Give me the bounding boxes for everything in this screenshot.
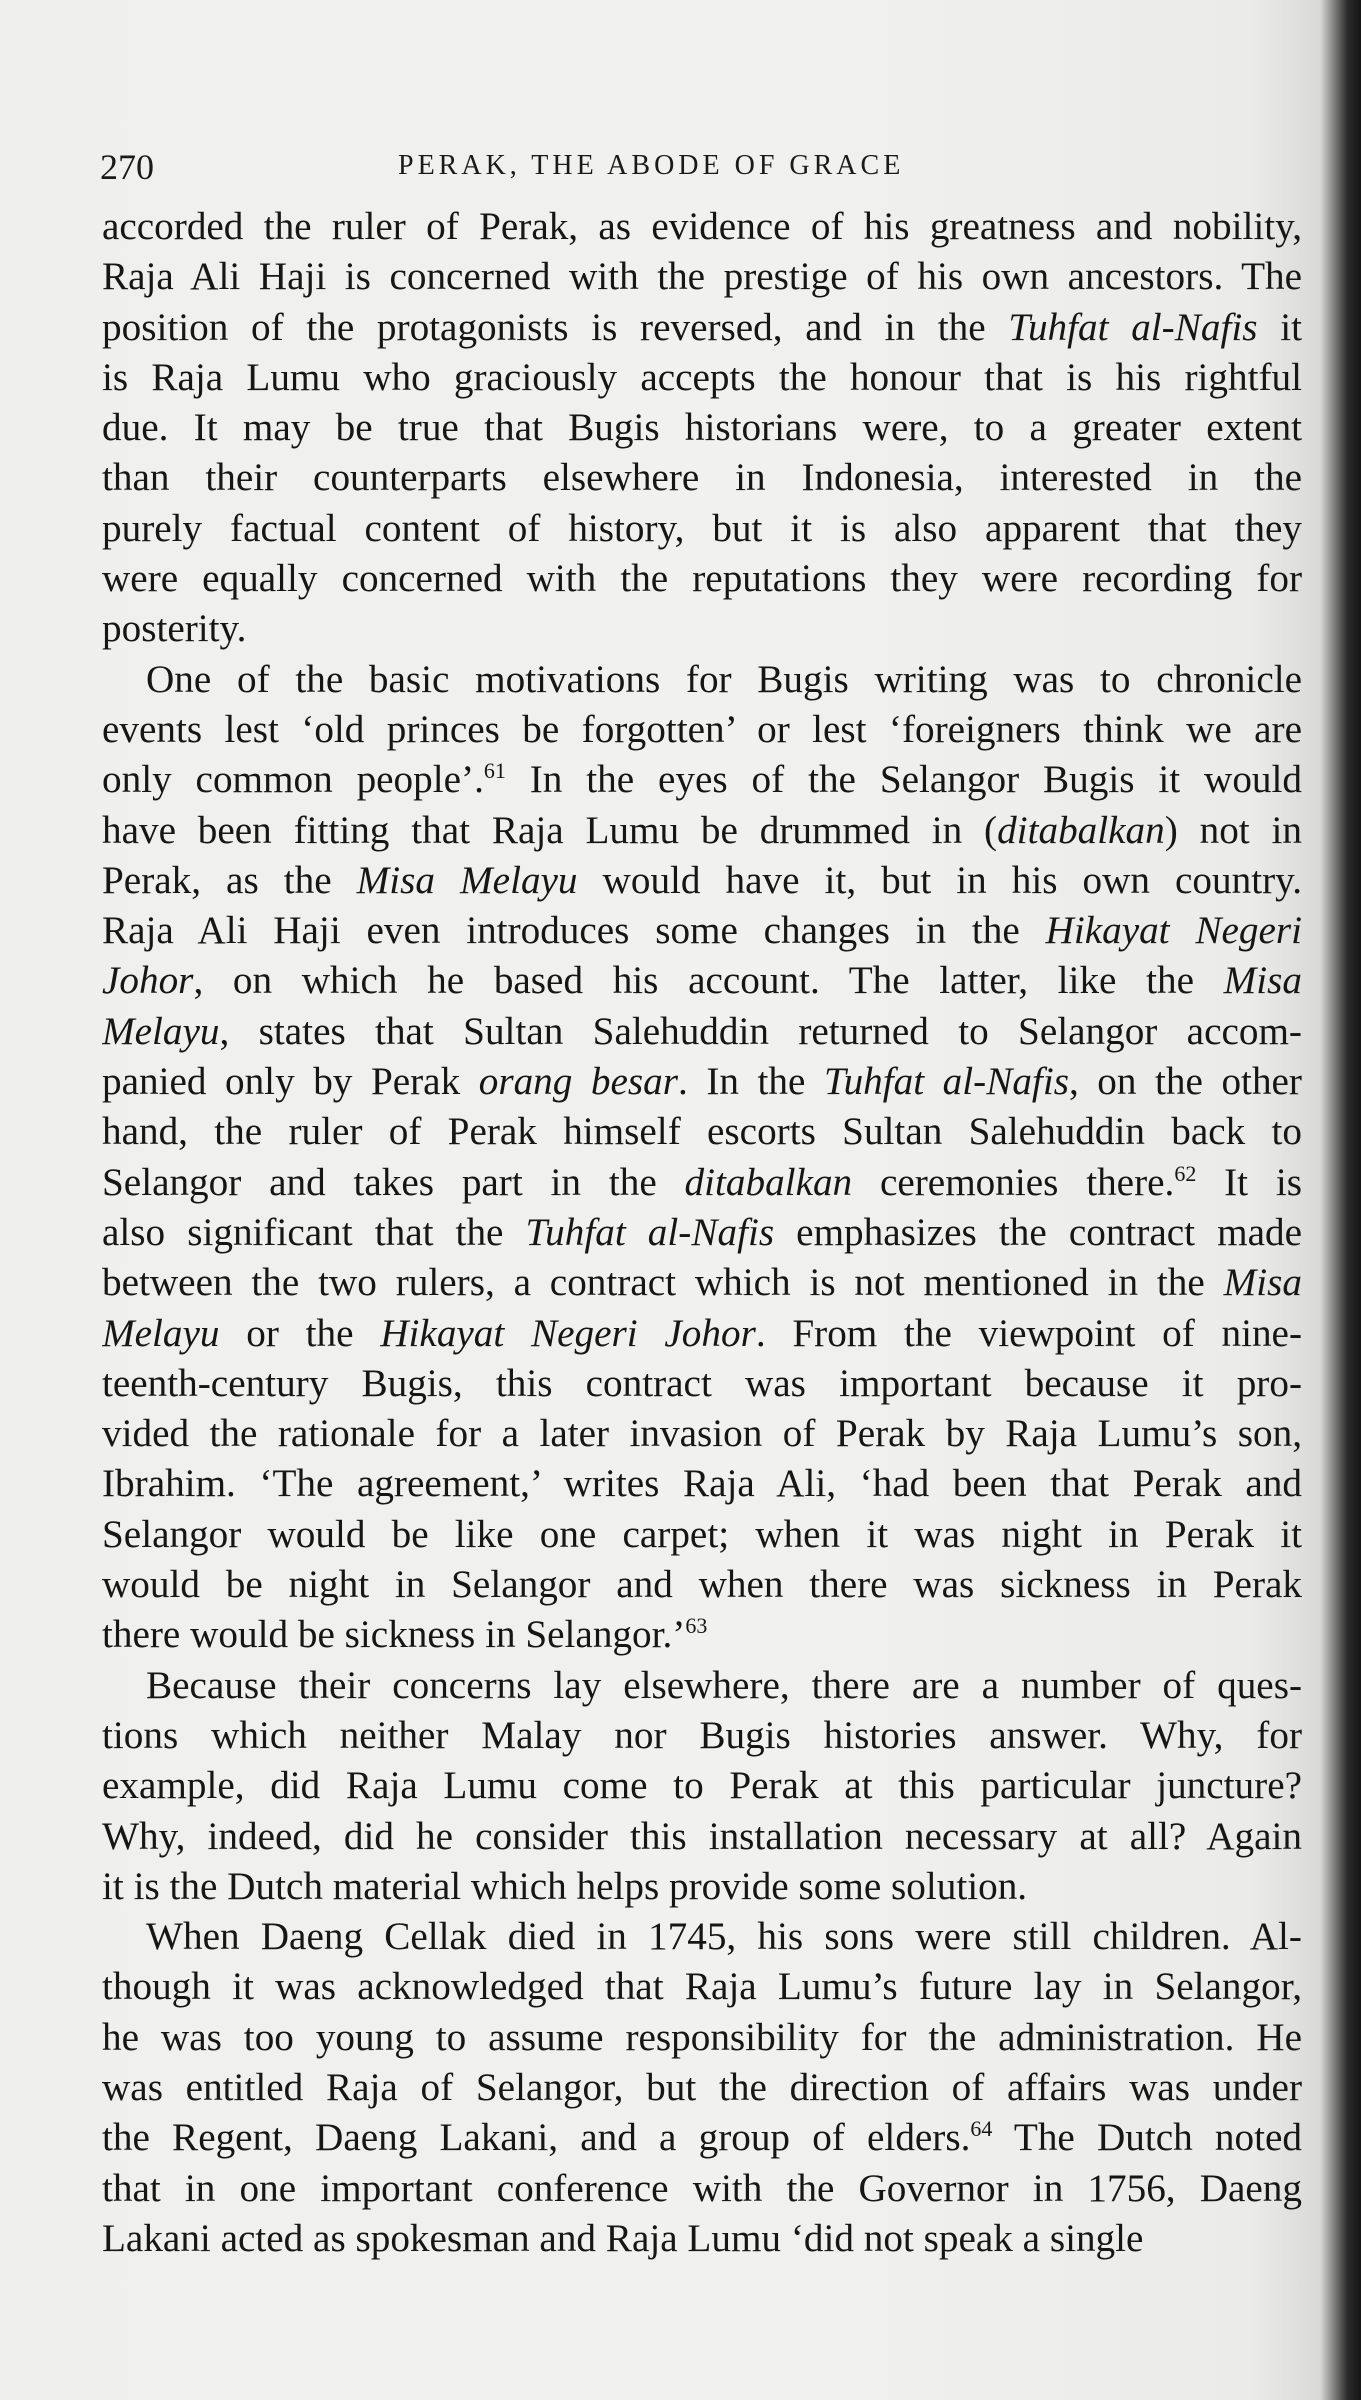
text-line <box>102 1208 1302 1258</box>
footnote-ref: 61 <box>483 758 506 784</box>
text-run: panied only by Perak <box>102 1060 479 1104</box>
text-run: emphasizes the contract made <box>774 1210 1302 1254</box>
text-run: It is <box>1196 1160 1302 1204</box>
text-run: When Daeng Cellak died in 1745, his sons were still children. Al- <box>146 1915 1302 1959</box>
text-run: events lest ‘old princes be forgotten’ or lest ‘foreigners think we are <box>102 707 1302 751</box>
text-line <box>102 1459 1302 1509</box>
text-run: have been fitting that Raja Lumu be drummed in ( <box>102 808 998 852</box>
text-line <box>102 1309 1302 1359</box>
text-run: ) not in <box>1164 808 1302 852</box>
text-run: it is the Dutch material which helps provide some solution. <box>102 1864 1028 1908</box>
italic-title: Tuhfat al-Nafis <box>525 1210 775 1254</box>
text-line <box>102 453 1302 503</box>
text-run: were equally concerned with the reputations they were recording for <box>102 557 1302 601</box>
text-run: ceremonies there. <box>852 1160 1175 1204</box>
text-line <box>102 1661 1302 1711</box>
text-line <box>102 1057 1302 1107</box>
italic-title: Hikayat Negeri <box>1045 909 1302 953</box>
paragraph-p2 <box>102 655 1302 1661</box>
text-line <box>102 1158 1302 1208</box>
body-text <box>102 202 1302 2264</box>
italic-title: Tuhfat al-Nafis <box>823 1060 1069 1104</box>
text-line <box>102 353 1302 403</box>
text-run: . From the viewpoint of nine- <box>755 1311 1302 1355</box>
page-number: 270 <box>100 147 154 187</box>
text-line <box>102 705 1302 755</box>
text-run: Ibrahim. ‘The agreement,’ writes Raja Ali, ‘had been that Perak and <box>102 1462 1302 1506</box>
italic-title: ditabalkan <box>684 1160 853 1204</box>
italic-title: Misa <box>1223 959 1302 1003</box>
text-run: the Regent, Daeng Lakani, and a group of elders. <box>102 2116 971 2160</box>
text-line <box>102 2214 1302 2264</box>
text-line <box>102 604 1302 654</box>
text-run: only common people’. <box>102 758 484 802</box>
text-line <box>102 1812 1302 1862</box>
text-line <box>102 1912 1302 1962</box>
text-run: is Raja Lumu who graciously accepts the honour that is his rightful <box>102 355 1302 399</box>
text-line <box>102 303 1302 353</box>
text-line <box>102 1258 1302 1308</box>
paragraph-p4 <box>102 1912 1302 2264</box>
text-line <box>102 202 1302 252</box>
text-line <box>102 1610 1302 1660</box>
text-line <box>102 1962 1302 2012</box>
text-run: tions which neither Malay nor Bugis histories answer. Why, for <box>102 1713 1302 1757</box>
italic-title: Hikayat Negeri Johor <box>380 1311 756 1355</box>
text-run: Lakani acted as spokesman and Raja Lumu ‘did not speak a single <box>102 2216 1144 2260</box>
text-run: though it was acknowledged that Raja Lumu’s future lay in Selangor, <box>102 1965 1302 2009</box>
text-line <box>102 1711 1302 1761</box>
text-line <box>102 956 1302 1006</box>
italic-title: Johor <box>102 959 194 1003</box>
text-line <box>102 1007 1302 1057</box>
text-run: teenth-century Bugis, this contract was important because it pro- <box>102 1361 1302 1405</box>
italic-title: Tuhfat al-Nafis <box>1008 305 1258 349</box>
footnote-ref: 62 <box>1174 1160 1197 1186</box>
text-run: he was too young to assume responsibility for the administration. He <box>102 2015 1302 2059</box>
text-run: The Dutch noted <box>992 2116 1302 2160</box>
text-line <box>102 1510 1302 1560</box>
text-line <box>102 2164 1302 2214</box>
text-run: One of the basic motivations for Bugis writing was to chronicle <box>146 657 1302 701</box>
text-run: , states that Sultan Salehuddin returned to Selangor accom- <box>219 1009 1302 1053</box>
text-run: Selangor and takes part in the <box>102 1160 685 1204</box>
text-line <box>102 2063 1302 2113</box>
text-run: there would be sickness in Selangor.’ <box>102 1613 686 1657</box>
text-run: Perak, as the <box>102 858 357 902</box>
text-line <box>102 403 1302 453</box>
paragraph-p1 <box>102 202 1302 655</box>
text-line <box>102 2113 1302 2163</box>
text-run: vided the rationale for a later invasion of Perak by Raja Lumu’s son, <box>102 1412 1302 1456</box>
text-line <box>102 1409 1302 1459</box>
text-run: would be night in Selangor and when there was sickness in Perak <box>102 1563 1302 1607</box>
text-line <box>102 1862 1302 1912</box>
text-run: accorded the ruler of Perak, as evidence of his greatness and nobility, <box>102 205 1302 248</box>
text-run: was entitled Raja of Selangor, but the direction of affairs was under <box>102 2065 1302 2109</box>
text-line <box>102 655 1302 705</box>
text-run: In the eyes of the Selangor Bugis it would <box>505 758 1302 802</box>
text-run: that in one important conference with the Governor in 1756, Daeng <box>102 2166 1302 2210</box>
text-run: also significant that the <box>102 1210 526 1254</box>
text-run: . In the <box>677 1060 824 1104</box>
text-run: example, did Raja Lumu come to Perak at this particular juncture? <box>102 1764 1302 1808</box>
text-line <box>102 504 1302 554</box>
text-run: , on the other <box>1068 1060 1302 1104</box>
text-run: between the two rulers, a contract which is not mentioned in the <box>102 1261 1224 1305</box>
italic-title: orang besar <box>478 1060 678 1104</box>
page-header <box>100 146 1300 196</box>
text-line <box>102 252 1302 302</box>
text-run: Because their concerns lay elsewhere, there are a number of ques- <box>146 1663 1302 1707</box>
text-line <box>102 856 1302 906</box>
text-run: due. It may be true that Bugis historians were, to a greater extent <box>102 406 1302 450</box>
text-run: than their counterparts elsewhere in Indonesia, interested in the <box>102 456 1302 500</box>
text-run: Raja Ali Haji even introduces some changes in the <box>102 909 1046 953</box>
text-line <box>102 1560 1302 1610</box>
text-line <box>102 1761 1302 1811</box>
running-head: PERAK, THE ABODE OF GRACE <box>398 150 905 181</box>
text-run: Raja Ali Haji is concerned with the prestige of his own ancestors. The <box>102 255 1302 299</box>
paragraph-p3 <box>102 1661 1302 1912</box>
footnote-ref: 64 <box>970 2116 993 2142</box>
text-line <box>102 1359 1302 1409</box>
text-line <box>102 806 1302 856</box>
text-line <box>102 1107 1302 1157</box>
text-line <box>102 906 1302 956</box>
italic-title: Melayu <box>102 1311 220 1355</box>
text-run: would have it, but in his own country. <box>577 858 1302 902</box>
text-run: purely factual content of history, but it is also apparent that they <box>102 506 1302 550</box>
italic-title: Melayu <box>102 1009 220 1053</box>
text-run: position of the protagonists is reversed, and in the <box>102 305 1009 349</box>
italic-title: Misa Melayu <box>356 858 578 902</box>
text-line <box>102 554 1302 604</box>
text-run: or the <box>219 1311 381 1355</box>
text-run: hand, the ruler of Perak himself escorts Sultan Salehuddin back to <box>102 1110 1302 1154</box>
text-line <box>102 755 1302 805</box>
italic-title: ditabalkan <box>997 808 1165 852</box>
text-run: it <box>1257 305 1302 349</box>
text-run: Selangor would be like one carpet; when it was night in Perak it <box>102 1512 1302 1556</box>
text-line <box>102 2013 1302 2063</box>
italic-title: Misa <box>1223 1261 1302 1305</box>
text-run: Why, indeed, did he consider this installation necessary at all? Again <box>102 1814 1302 1858</box>
text-run: posterity. <box>102 607 247 651</box>
footnote-ref: 63 <box>685 1613 708 1639</box>
text-run: , on which he based his account. The latter, like the <box>193 959 1224 1003</box>
